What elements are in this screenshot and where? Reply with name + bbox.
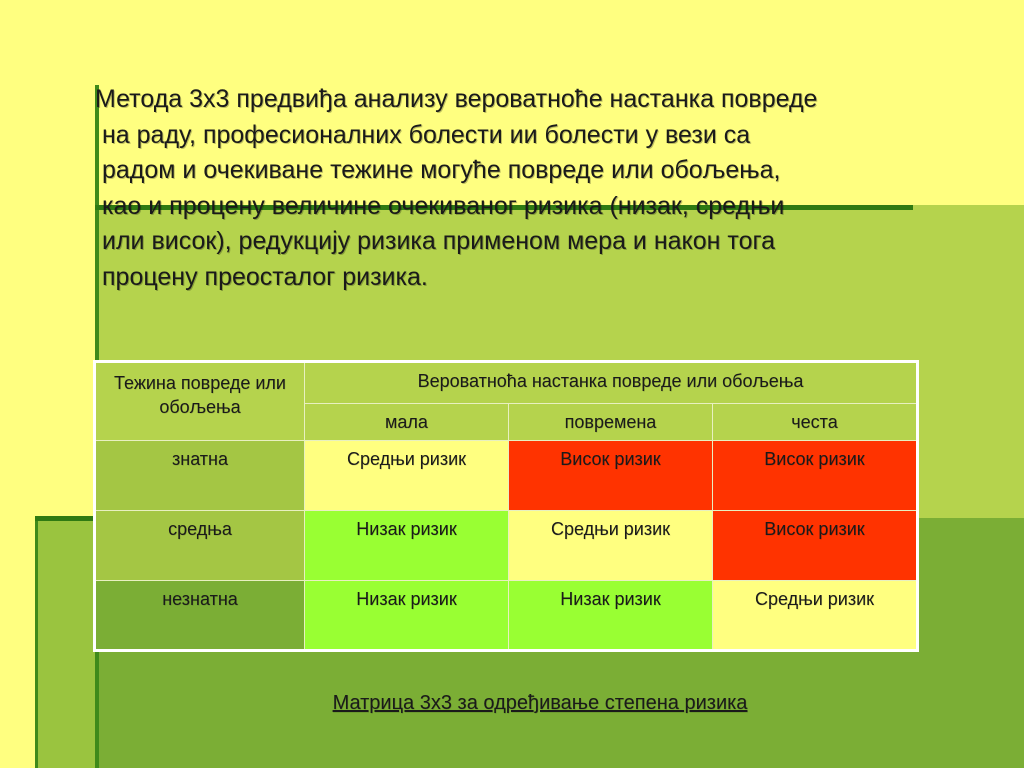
risk-cell-medium: Средњи ризик	[305, 441, 509, 511]
risk-cell-high: Висок ризик	[712, 441, 917, 511]
decorative-vertical-line-lower	[35, 518, 38, 768]
column-header-mala: мала	[305, 404, 509, 441]
paragraph-line: радом и очекиване тежине могуће повреде или обољења,	[102, 156, 781, 184]
risk-cell-high: Висок ризик	[712, 511, 917, 581]
risk-cell-low: Низак ризик	[509, 581, 713, 651]
row-header-znatna: знатна	[95, 441, 305, 511]
risk-cell-high: Висок ризик	[509, 441, 713, 511]
method-description	[95, 82, 925, 295]
table-caption: Матрица 3х3 за одређивање степена ризика	[332, 692, 748, 714]
column-header-chesta: честа	[712, 404, 917, 441]
paragraph-line: као и процену величине очекиваног ризика (низак, средњи	[102, 191, 785, 220]
paragraph-line: Метода 3х3 предвиђа анализу вероватноће настанка повреде	[95, 85, 818, 113]
risk-cell-low: Низак ризик	[305, 511, 509, 581]
risk-cell-medium: Средњи ризик	[509, 511, 713, 581]
table-row	[95, 581, 918, 651]
probability-header-cell: Вероватноћа настанка повреде или обољења	[305, 362, 918, 404]
table-row	[95, 511, 918, 581]
paragraph-line: процену преосталог ризика.	[102, 262, 428, 291]
risk-matrix-table	[93, 360, 919, 652]
row-header-sredna: средња	[95, 511, 305, 581]
paragraph-line: на раду, професионалних болести ии болести у вези са	[102, 120, 751, 149]
severity-header-cell: Тежина повреде или обољења	[95, 362, 305, 441]
background-left-strip	[35, 518, 95, 768]
table-row	[95, 441, 918, 511]
risk-cell-low: Низак ризик	[305, 581, 509, 651]
row-header-neznatna: незнатна	[95, 581, 305, 651]
paragraph-line: или висок), редукцију ризика применом мера и након тога	[102, 227, 775, 255]
risk-cell-medium: Средњи ризик	[712, 581, 917, 651]
column-header-povremena: повремена	[509, 404, 713, 441]
table-header-row	[95, 362, 918, 404]
